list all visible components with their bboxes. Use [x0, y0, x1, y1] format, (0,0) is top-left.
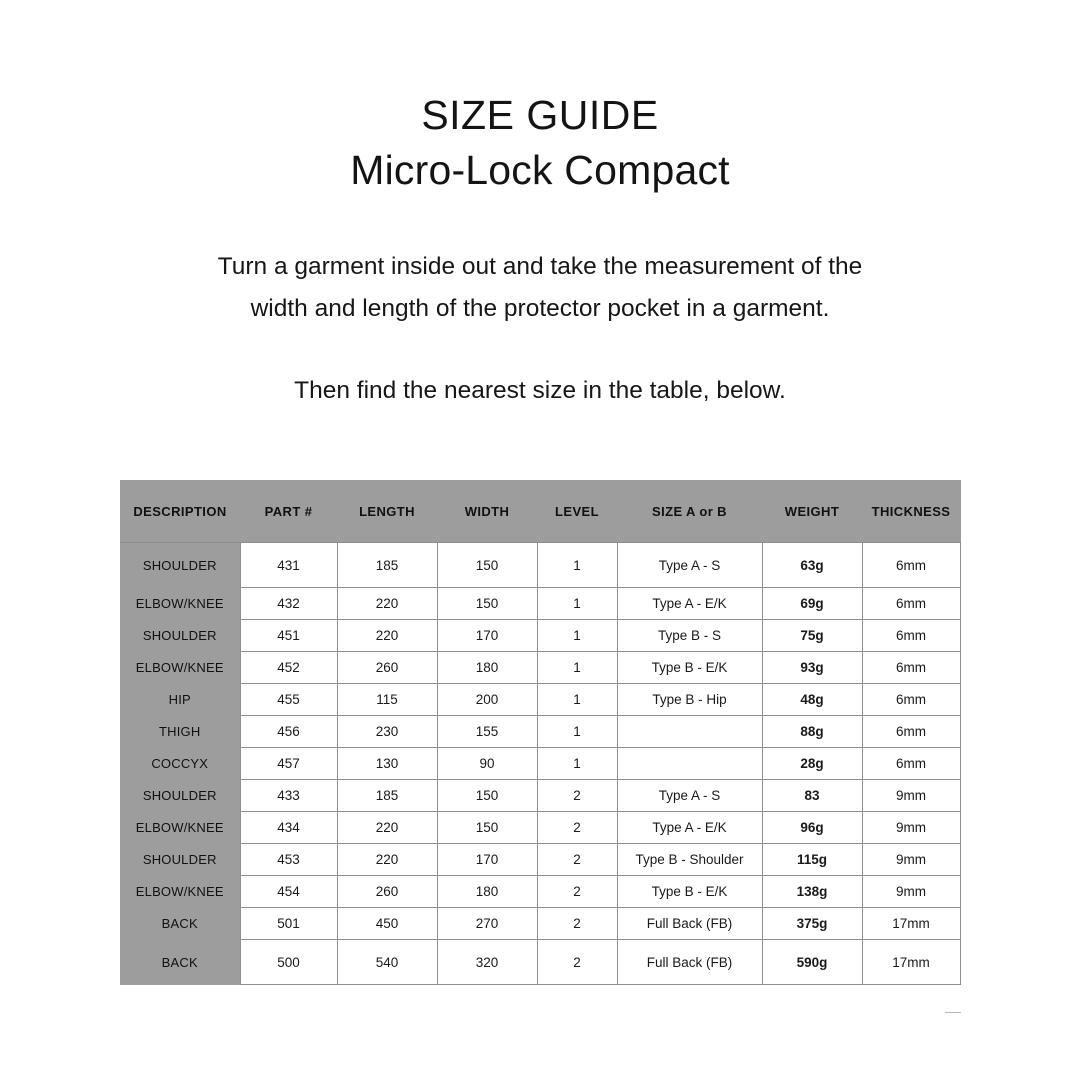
table-row	[120, 543, 960, 588]
cell-size	[617, 716, 762, 748]
cell-length: 220	[337, 812, 437, 844]
table-header-row	[120, 480, 960, 543]
cell-part: 432	[240, 588, 337, 620]
cell-part: 433	[240, 780, 337, 812]
cell-level: 1	[537, 716, 617, 748]
cell-width: 170	[437, 844, 537, 876]
column-header-part: PART #	[240, 480, 337, 543]
cell-description: COCCYX	[120, 748, 240, 780]
cell-description: ELBOW/KNEE	[120, 652, 240, 684]
cell-width: 150	[437, 588, 537, 620]
decorative-rule	[945, 1012, 961, 1013]
column-header-length: LENGTH	[337, 480, 437, 543]
cell-length: 185	[337, 543, 437, 588]
cell-thickness: 6mm	[862, 543, 960, 588]
title-primary: SIZE GUIDE	[421, 92, 659, 138]
table-row	[120, 716, 960, 748]
cell-weight: 69g	[762, 588, 862, 620]
cell-part: 500	[240, 940, 337, 985]
cell-description: SHOULDER	[120, 620, 240, 652]
cell-description: SHOULDER	[120, 844, 240, 876]
cell-level: 2	[537, 780, 617, 812]
cell-size: Type B - S	[617, 620, 762, 652]
cell-length: 450	[337, 908, 437, 940]
size-table-container	[120, 480, 960, 985]
cell-weight: 88g	[762, 716, 862, 748]
cell-weight: 75g	[762, 620, 862, 652]
cell-level: 1	[537, 620, 617, 652]
cell-length: 220	[337, 588, 437, 620]
cell-level: 2	[537, 876, 617, 908]
cell-description: ELBOW/KNEE	[120, 588, 240, 620]
cell-description: SHOULDER	[120, 780, 240, 812]
cell-width: 180	[437, 652, 537, 684]
cell-width: 150	[437, 812, 537, 844]
table-row	[120, 876, 960, 908]
cell-length: 115	[337, 684, 437, 716]
intro-text	[0, 246, 1080, 412]
cell-width: 90	[437, 748, 537, 780]
column-header-width: WIDTH	[437, 480, 537, 543]
cell-size: Full Back (FB)	[617, 940, 762, 985]
cell-thickness: 6mm	[862, 620, 960, 652]
cell-level: 2	[537, 908, 617, 940]
table-body	[120, 543, 960, 985]
cell-level: 1	[537, 588, 617, 620]
cell-thickness: 6mm	[862, 716, 960, 748]
cell-thickness: 17mm	[862, 908, 960, 940]
cell-width: 270	[437, 908, 537, 940]
intro-line-3: Then find the nearest size in the table, below.	[294, 377, 786, 404]
intro-spacer	[0, 330, 1080, 370]
cell-size: Type A - E/K	[617, 812, 762, 844]
cell-weight: 83	[762, 780, 862, 812]
cell-size	[617, 748, 762, 780]
cell-size: Type B - Hip	[617, 684, 762, 716]
cell-length: 130	[337, 748, 437, 780]
cell-length: 540	[337, 940, 437, 985]
cell-description: ELBOW/KNEE	[120, 812, 240, 844]
table-row	[120, 748, 960, 780]
cell-thickness: 9mm	[862, 876, 960, 908]
column-header-weight: WEIGHT	[762, 480, 862, 543]
cell-thickness: 6mm	[862, 652, 960, 684]
cell-size: Type A - S	[617, 780, 762, 812]
cell-part: 456	[240, 716, 337, 748]
cell-thickness: 6mm	[862, 748, 960, 780]
table-row	[120, 620, 960, 652]
cell-size: Type A - E/K	[617, 588, 762, 620]
cell-part: 501	[240, 908, 337, 940]
cell-description: ELBOW/KNEE	[120, 876, 240, 908]
table-row	[120, 652, 960, 684]
cell-size: Type B - Shoulder	[617, 844, 762, 876]
title-secondary: Micro-Lock Compact	[350, 147, 730, 193]
table-row	[120, 908, 960, 940]
cell-thickness: 6mm	[862, 588, 960, 620]
column-header-size: SIZE A or B	[617, 480, 762, 543]
cell-thickness: 17mm	[862, 940, 960, 985]
column-header-description: DESCRIPTION	[120, 480, 240, 543]
table-row	[120, 844, 960, 876]
cell-part: 434	[240, 812, 337, 844]
cell-thickness: 6mm	[862, 684, 960, 716]
cell-description: BACK	[120, 908, 240, 940]
cell-width: 320	[437, 940, 537, 985]
cell-length: 230	[337, 716, 437, 748]
page-title	[0, 0, 1080, 198]
cell-part: 452	[240, 652, 337, 684]
table-row	[120, 812, 960, 844]
table-row	[120, 780, 960, 812]
cell-level: 1	[537, 543, 617, 588]
cell-size: Type A - S	[617, 543, 762, 588]
cell-part: 453	[240, 844, 337, 876]
cell-width: 150	[437, 780, 537, 812]
cell-description: BACK	[120, 940, 240, 985]
cell-width: 170	[437, 620, 537, 652]
cell-weight: 93g	[762, 652, 862, 684]
cell-part: 451	[240, 620, 337, 652]
cell-size: Type B - E/K	[617, 876, 762, 908]
cell-description: SHOULDER	[120, 543, 240, 588]
intro-line-2: width and length of the protector pocket in a garment.	[250, 295, 830, 322]
size-table	[120, 480, 961, 985]
cell-width: 200	[437, 684, 537, 716]
cell-level: 1	[537, 684, 617, 716]
cell-description: HIP	[120, 684, 240, 716]
cell-level: 1	[537, 652, 617, 684]
cell-weight: 48g	[762, 684, 862, 716]
column-header-level: LEVEL	[537, 480, 617, 543]
cell-weight: 28g	[762, 748, 862, 780]
column-header-thickness: THICKNESS	[862, 480, 960, 543]
cell-thickness: 9mm	[862, 812, 960, 844]
cell-weight: 115g	[762, 844, 862, 876]
cell-thickness: 9mm	[862, 780, 960, 812]
cell-weight: 63g	[762, 543, 862, 588]
cell-weight: 138g	[762, 876, 862, 908]
cell-length: 185	[337, 780, 437, 812]
cell-thickness: 9mm	[862, 844, 960, 876]
cell-part: 454	[240, 876, 337, 908]
cell-width: 155	[437, 716, 537, 748]
cell-size: Type B - E/K	[617, 652, 762, 684]
cell-weight: 375g	[762, 908, 862, 940]
cell-part: 431	[240, 543, 337, 588]
cell-length: 260	[337, 652, 437, 684]
cell-level: 2	[537, 844, 617, 876]
cell-description: THIGH	[120, 716, 240, 748]
cell-weight: 590g	[762, 940, 862, 985]
table-row	[120, 940, 960, 985]
cell-level: 2	[537, 812, 617, 844]
table-head	[120, 480, 960, 543]
cell-length: 220	[337, 844, 437, 876]
cell-level: 2	[537, 940, 617, 985]
table-row	[120, 588, 960, 620]
cell-part: 457	[240, 748, 337, 780]
cell-length: 260	[337, 876, 437, 908]
intro-line-1: Turn a garment inside out and take the measurement of the	[217, 253, 863, 280]
cell-weight: 96g	[762, 812, 862, 844]
cell-part: 455	[240, 684, 337, 716]
cell-size: Full Back (FB)	[617, 908, 762, 940]
cell-width: 180	[437, 876, 537, 908]
cell-width: 150	[437, 543, 537, 588]
cell-length: 220	[337, 620, 437, 652]
cell-level: 1	[537, 748, 617, 780]
table-row	[120, 684, 960, 716]
